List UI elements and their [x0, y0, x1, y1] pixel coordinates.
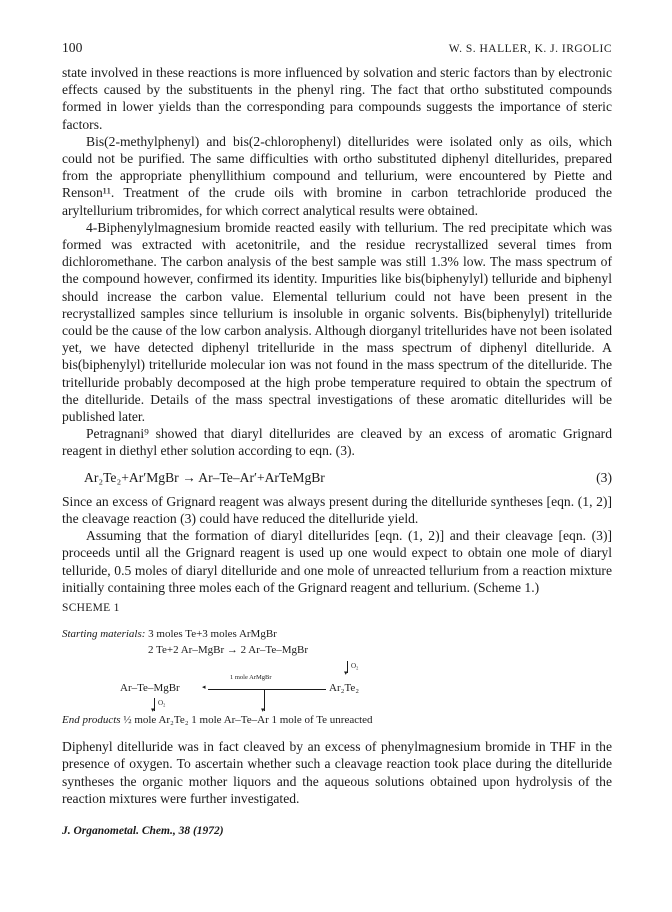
equation-number: (3)	[596, 469, 612, 485]
paragraph-3: 4-Biphenylylmagnesium bromide reacted easily with tellurium. The red precipitate which was formed was extracted with acetonitrile, and the residue recrystallized several times from dichloromethane. The carbon analysis of the best sample was still 1.3% low. The mass spectrum of the compound however, confirmed its identity. Impurities like bis(biphenylyl) telluride and biphenyl should increase the carbon value. Elemental tellurium could not have been present in the recrystallized samples since tellurium is insoluble in organic solvents. Bis(biphenylyl) tritelluride could be the cause of the low carbon analysis. Although diorganyl tritellurides have not been isolated yet, we have detected diphenyl tritelluride in the mass spectrum of diphenyl ditelluride. A bis(biphenylyl) tritelluride molecular ion was not found in the mass spectrum of the ditelluride. The tritelluride probably decomposed at the high probe temperature required to obtain the spectrum of the ditelluride. Details of the mass spectral investigations of these aromatic ditellurides will be published later.	[62, 219, 612, 425]
paragraph-4: Petragnani⁹ showed that diaryl ditellurides are cleaved by an excess of aromatic Grignard reagent in diethyl ether solution according to eqn. (3).	[62, 426, 612, 459]
paragraph-7: Diphenyl ditelluride was in fact cleaved by an excess of phenylmagnesium bromide in THF in the presence of oxygen. To ascertain whether such a cleavage reaction took place during the ditelluride syntheses the organic mother liquors and the aqueous solutions obtained upon hydrolysis of the reaction mixtures were further investigated.	[62, 739, 612, 806]
page-number: 100	[62, 40, 83, 55]
equation-body: Ar₂Te₂+Ar′MgBr → Ar–Te–Ar′+ArTeMgBr	[84, 469, 325, 485]
end-products-label: End products	[62, 714, 121, 727]
arrow-label: 1 mole ArMgBr	[230, 674, 272, 682]
scheme-end-line	[62, 714, 373, 726]
scheme-row-1: 2 Te+2 Ar–MgBr → 2 Ar–Te–MgBr	[148, 644, 308, 657]
left-arrow-head: ◂	[202, 683, 206, 692]
body-text	[62, 64, 612, 596]
page-header	[62, 40, 612, 56]
running-head: W. S. HALLER, K. J. IRGOLIC	[448, 43, 612, 55]
scheme-left-product: Ar–Te–MgBr	[120, 682, 180, 695]
scheme-starting-line	[62, 628, 277, 640]
equation-3	[62, 469, 612, 486]
end-products-text: ½ mole Ar₂Te₂ 1 mole Ar–Te–Ar 1 mole of Te unreacted	[123, 714, 373, 727]
page	[62, 40, 612, 837]
scheme-right-product: Ar₂Te₂	[329, 682, 360, 695]
body-text-after-scheme	[62, 738, 612, 807]
starting-materials-text: 3 moles Te+3 moles ArMgBr	[148, 628, 277, 641]
left-arrow-shaft	[208, 689, 326, 690]
scheme-1	[62, 628, 612, 728]
journal-citation: J. Organometal. Chem., 38 (1972)	[62, 824, 224, 837]
paragraph-1: state involved in these reactions is more influenced by solvation and steric factors than by electronic effects caused by the substituents in the phenyl ring. The fact that ortho substituted compounds formed in lower yields than the corresponding para compounds suggests the importance of steric factors.	[62, 65, 612, 132]
down-arrow-head: ▾	[344, 669, 348, 678]
paragraph-5: Since an excess of Grignard reagent was always present during the ditelluride syntheses [eqn. (1, 2)] the cleavage reaction (3) could have reduced the ditelluride yield.	[62, 493, 612, 527]
starting-materials-label: Starting materials:	[62, 628, 146, 641]
scheme-label: SCHEME 1	[62, 602, 120, 615]
paragraph-2: Bis(2-methylphenyl) and bis(2-chlorophenyl) ditellurides were isolated only as oils, which could not be purified. The same difficulties with ortho substituted diphenyl ditellurides, prepared from the appropriate phenyllithium compound and tellurium, were encountered by Piette and Renson¹¹. Treatment of the crude oils with bromine in carbon tetrachloride produced the aryltellurium tribromides, for which correct analytical results were obtained.	[62, 133, 612, 218]
o2-top-label: O₂	[351, 662, 359, 671]
branch-arrow-head: ▾	[261, 706, 265, 715]
lower-arrow-head: ▾	[151, 706, 155, 715]
paragraph-6: Assuming that the formation of diaryl ditellurides [eqn. (1, 2)] and their cleavage [eqn. (3)] proceeds until all the Grignard reagent is used up one would expect to obtain one mole of diaryl telluride, 0.5 moles of diaryl ditelluride and one mole of unreacted tellurium from a reaction mixture initially containing three moles each of the Grignard reagent and tellurium. (Scheme 1.)	[62, 528, 612, 595]
o2-bottom-label: O₂	[158, 699, 166, 708]
